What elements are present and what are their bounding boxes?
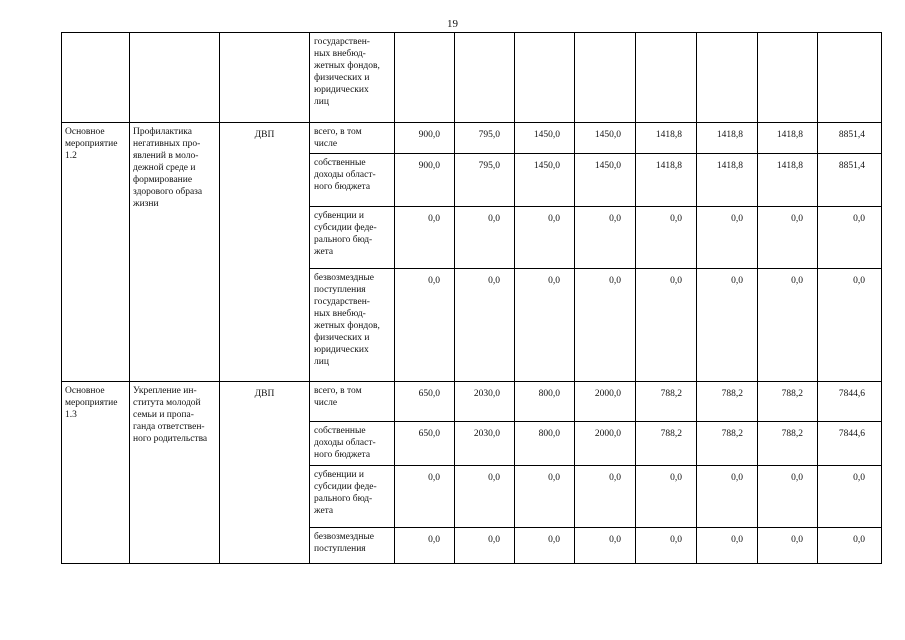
measure-name: Профилактика негативных про- явлений в моло- дежной среде и формирование здорового образа жизни (130, 123, 220, 382)
value-cell: 0,0 (636, 466, 697, 528)
value-cell-empty (455, 33, 515, 123)
value-cell: 0,0 (455, 466, 515, 528)
value-cell: 0,0 (575, 207, 636, 269)
funding-source: собственные доходы област- ного бюджета (310, 422, 395, 466)
value-cell: 800,0 (515, 382, 575, 422)
value-cell: 0,0 (575, 528, 636, 564)
value-cell: 7844,6 (818, 382, 882, 422)
value-cell: 650,0 (395, 422, 455, 466)
value-cell: 0,0 (515, 207, 575, 269)
value-cell: 0,0 (758, 269, 818, 382)
value-cell: 788,2 (636, 422, 697, 466)
value-cell: 0,0 (636, 528, 697, 564)
value-cell: 0,0 (455, 528, 515, 564)
funding-source: безвозмездные поступления (310, 528, 395, 564)
value-cell: 0,0 (818, 269, 882, 382)
value-cell: 2030,0 (455, 382, 515, 422)
value-cell: 0,0 (758, 466, 818, 528)
name-cell-empty (130, 33, 220, 123)
measure-executor: ДВП (220, 123, 310, 382)
value-cell: 788,2 (697, 382, 758, 422)
value-cell: 0,0 (515, 528, 575, 564)
value-cell: 1418,8 (758, 123, 818, 154)
value-cell: 0,0 (395, 207, 455, 269)
value-cell: 900,0 (395, 123, 455, 154)
measure-name: Укрепление ин- ститута молодой семьи и пропа- ганда ответствен- ного родительства (130, 382, 220, 564)
value-cell-empty (697, 33, 758, 123)
value-cell: 0,0 (395, 466, 455, 528)
value-cell: 0,0 (395, 269, 455, 382)
code-cell-empty (62, 33, 130, 123)
funding-source: субвенции и субсидии феде- рального бюд- жета (310, 207, 395, 269)
value-cell: 0,0 (395, 528, 455, 564)
value-cell: 1418,8 (697, 154, 758, 207)
value-cell: 1450,0 (515, 154, 575, 207)
value-cell: 2000,0 (575, 422, 636, 466)
value-cell: 0,0 (575, 466, 636, 528)
value-cell: 0,0 (697, 207, 758, 269)
value-cell: 788,2 (758, 422, 818, 466)
value-cell: 1450,0 (575, 123, 636, 154)
value-cell: 1450,0 (515, 123, 575, 154)
value-cell: 795,0 (455, 123, 515, 154)
page-number: 19 (447, 18, 458, 30)
funding-source: безвозмездные поступления государствен- ных внебюд- жетных фондов, физических и юридических лиц (310, 269, 395, 382)
value-cell: 0,0 (636, 269, 697, 382)
value-cell-empty (818, 33, 882, 123)
value-cell: 0,0 (455, 207, 515, 269)
value-cell: 0,0 (818, 528, 882, 564)
value-cell: 0,0 (515, 269, 575, 382)
value-cell: 0,0 (818, 207, 882, 269)
value-cell: 0,0 (697, 466, 758, 528)
budget-table (61, 32, 882, 564)
table-row-continuation (62, 33, 882, 123)
value-cell-empty (395, 33, 455, 123)
value-cell: 8851,4 (818, 123, 882, 154)
measure-executor: ДВП (220, 382, 310, 564)
table-row (62, 382, 882, 422)
measure-code: Основное мероприятие 1.2 (62, 123, 130, 382)
value-cell: 650,0 (395, 382, 455, 422)
value-cell: 1418,8 (697, 123, 758, 154)
value-cell: 788,2 (697, 422, 758, 466)
value-cell: 900,0 (395, 154, 455, 207)
value-cell-empty (758, 33, 818, 123)
value-cell: 1418,8 (636, 123, 697, 154)
value-cell: 0,0 (818, 466, 882, 528)
value-cell: 788,2 (758, 382, 818, 422)
value-cell: 8851,4 (818, 154, 882, 207)
funding-source: собственные доходы област- ного бюджета (310, 154, 395, 207)
executor-cell-empty (220, 33, 310, 123)
value-cell: 0,0 (697, 269, 758, 382)
source-cell: государствен- ных внебюд- жетных фондов, физических и юридических лиц (310, 33, 395, 123)
value-cell: 2030,0 (455, 422, 515, 466)
value-cell: 0,0 (758, 207, 818, 269)
value-cell-empty (575, 33, 636, 123)
value-cell: 1418,8 (758, 154, 818, 207)
table-row (62, 123, 882, 154)
value-cell: 0,0 (697, 528, 758, 564)
value-cell: 0,0 (575, 269, 636, 382)
value-cell: 0,0 (455, 269, 515, 382)
funding-source: субвенции и субсидии феде- рального бюд- жета (310, 466, 395, 528)
value-cell: 0,0 (758, 528, 818, 564)
funding-source: всего, в том числе (310, 382, 395, 422)
value-cell: 1418,8 (636, 154, 697, 207)
value-cell: 7844,6 (818, 422, 882, 466)
value-cell: 800,0 (515, 422, 575, 466)
value-cell: 0,0 (515, 466, 575, 528)
value-cell-empty (636, 33, 697, 123)
funding-source: всего, в том числе (310, 123, 395, 154)
table-body (62, 33, 882, 564)
value-cell: 795,0 (455, 154, 515, 207)
value-cell: 1450,0 (575, 154, 636, 207)
value-cell: 788,2 (636, 382, 697, 422)
value-cell-empty (515, 33, 575, 123)
value-cell: 0,0 (636, 207, 697, 269)
measure-code: Основное мероприятие 1.3 (62, 382, 130, 564)
value-cell: 2000,0 (575, 382, 636, 422)
